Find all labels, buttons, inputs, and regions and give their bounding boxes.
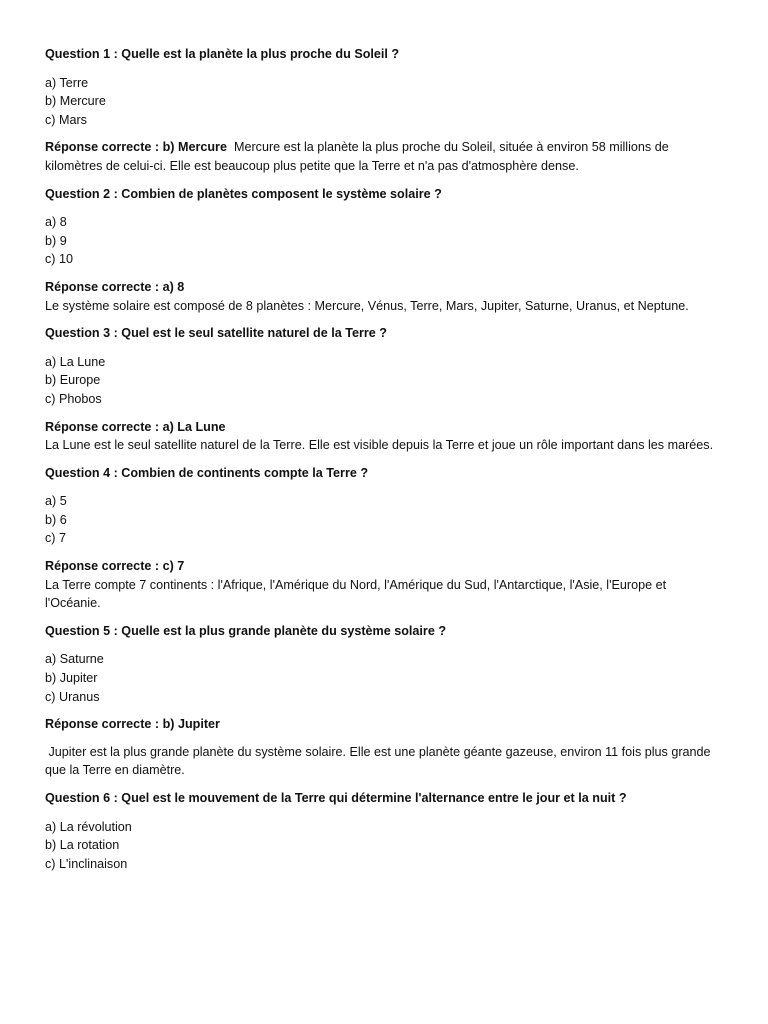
question-1-options bbox=[45, 74, 725, 130]
question-3-answer-label: Réponse correcte : a) La Lune bbox=[45, 419, 226, 434]
question-6-option-b: b) La rotation bbox=[45, 838, 120, 853]
question-5-option-b: b) Jupiter bbox=[45, 671, 98, 686]
question-3-option-c: c) Phobos bbox=[45, 391, 102, 406]
question-6-option-c: c) L'inclinaison bbox=[45, 856, 128, 871]
question-block-6 bbox=[45, 789, 725, 873]
question-5-option-a: a) Saturne bbox=[45, 652, 104, 667]
question-5-options bbox=[45, 650, 725, 706]
question-block-5 bbox=[45, 622, 725, 780]
question-1-option-c: c) Mars bbox=[45, 112, 87, 127]
question-2-option-c: c) 10 bbox=[45, 252, 73, 267]
question-1-answer bbox=[45, 138, 725, 175]
question-4-answer-label: Réponse correcte : c) 7 bbox=[45, 559, 185, 574]
question-4-answer bbox=[45, 557, 725, 613]
question-5-explanation bbox=[45, 743, 725, 780]
question-5-option-c: c) Uranus bbox=[45, 689, 100, 704]
question-2-options bbox=[45, 213, 725, 269]
question-2-title: Question 2 : Combien de planètes composent le système solaire ? bbox=[45, 186, 442, 201]
question-6-options bbox=[45, 818, 725, 874]
question-4-option-a: a) 5 bbox=[45, 494, 67, 509]
question-1-option-a: a) Terre bbox=[45, 75, 89, 90]
question-2-explanation: Le système solaire est composé de 8 planètes : Mercure, Vénus, Terre, Mars, Jupiter, Saturne, Uranus, et Neptune. bbox=[45, 298, 689, 313]
question-5-title: Question 5 : Quelle est la plus grande planète du système solaire ? bbox=[45, 623, 447, 638]
question-3-explanation: La Lune est le seul satellite naturel de la Terre. Elle est visible depuis la Terre et joue un rôle important dans les marées. bbox=[45, 438, 714, 453]
question-5-explanation-text: Jupiter est la plus grande planète du système solaire. Elle est une planète géante gazeuse, environ 11 fois plus grande que la Terre en diamètre. bbox=[45, 744, 711, 778]
question-2-option-a: a) 8 bbox=[45, 215, 67, 230]
question-3-option-b: b) Europe bbox=[45, 373, 101, 388]
question-5-answer bbox=[45, 715, 725, 780]
question-block-2 bbox=[45, 185, 725, 316]
question-block-1 bbox=[45, 45, 725, 176]
quiz-document bbox=[45, 45, 725, 882]
question-6-option-a: a) La révolution bbox=[45, 819, 132, 834]
question-1-explanation: Mercure est la planète la plus proche du Soleil, située à environ 58 millions de kilomètres de celui-ci. Elle est beaucoup plus petite que la Terre et n'a pas d'atmosphère dense. bbox=[45, 140, 669, 173]
question-2-answer bbox=[45, 278, 725, 315]
question-block-3 bbox=[45, 324, 725, 455]
question-5-answer-label: Réponse correcte : b) Jupiter bbox=[45, 717, 220, 732]
question-1-answer-label: Réponse correcte : b) Mercure bbox=[45, 140, 227, 155]
question-4-option-c: c) 7 bbox=[45, 531, 66, 546]
question-4-title: Question 4 : Combien de continents compte la Terre ? bbox=[45, 465, 369, 480]
question-1-option-b: b) Mercure bbox=[45, 94, 106, 109]
question-4-option-b: b) 6 bbox=[45, 512, 67, 527]
question-4-explanation: La Terre compte 7 continents : l'Afrique, l'Amérique du Nord, l'Amérique du Sud, l'Antarctique, l'Asie, l'Europe et l'Océanie. bbox=[45, 577, 667, 611]
question-1-title: Question 1 : Quelle est la planète la plus proche du Soleil ? bbox=[45, 47, 400, 61]
question-3-option-a: a) La Lune bbox=[45, 354, 106, 369]
question-4-options bbox=[45, 492, 725, 548]
question-3-title: Question 3 : Quel est le seul satellite naturel de la Terre ? bbox=[45, 326, 388, 341]
question-6-title: Question 6 : Quel est le mouvement de la Terre qui détermine l'alternance entre le jour et la nuit ? bbox=[45, 791, 627, 805]
question-2-option-b: b) 9 bbox=[45, 233, 67, 248]
question-2-answer-label: Réponse correcte : a) 8 bbox=[45, 279, 185, 294]
question-3-options bbox=[45, 353, 725, 409]
question-3-answer bbox=[45, 418, 725, 455]
question-block-4 bbox=[45, 464, 725, 613]
